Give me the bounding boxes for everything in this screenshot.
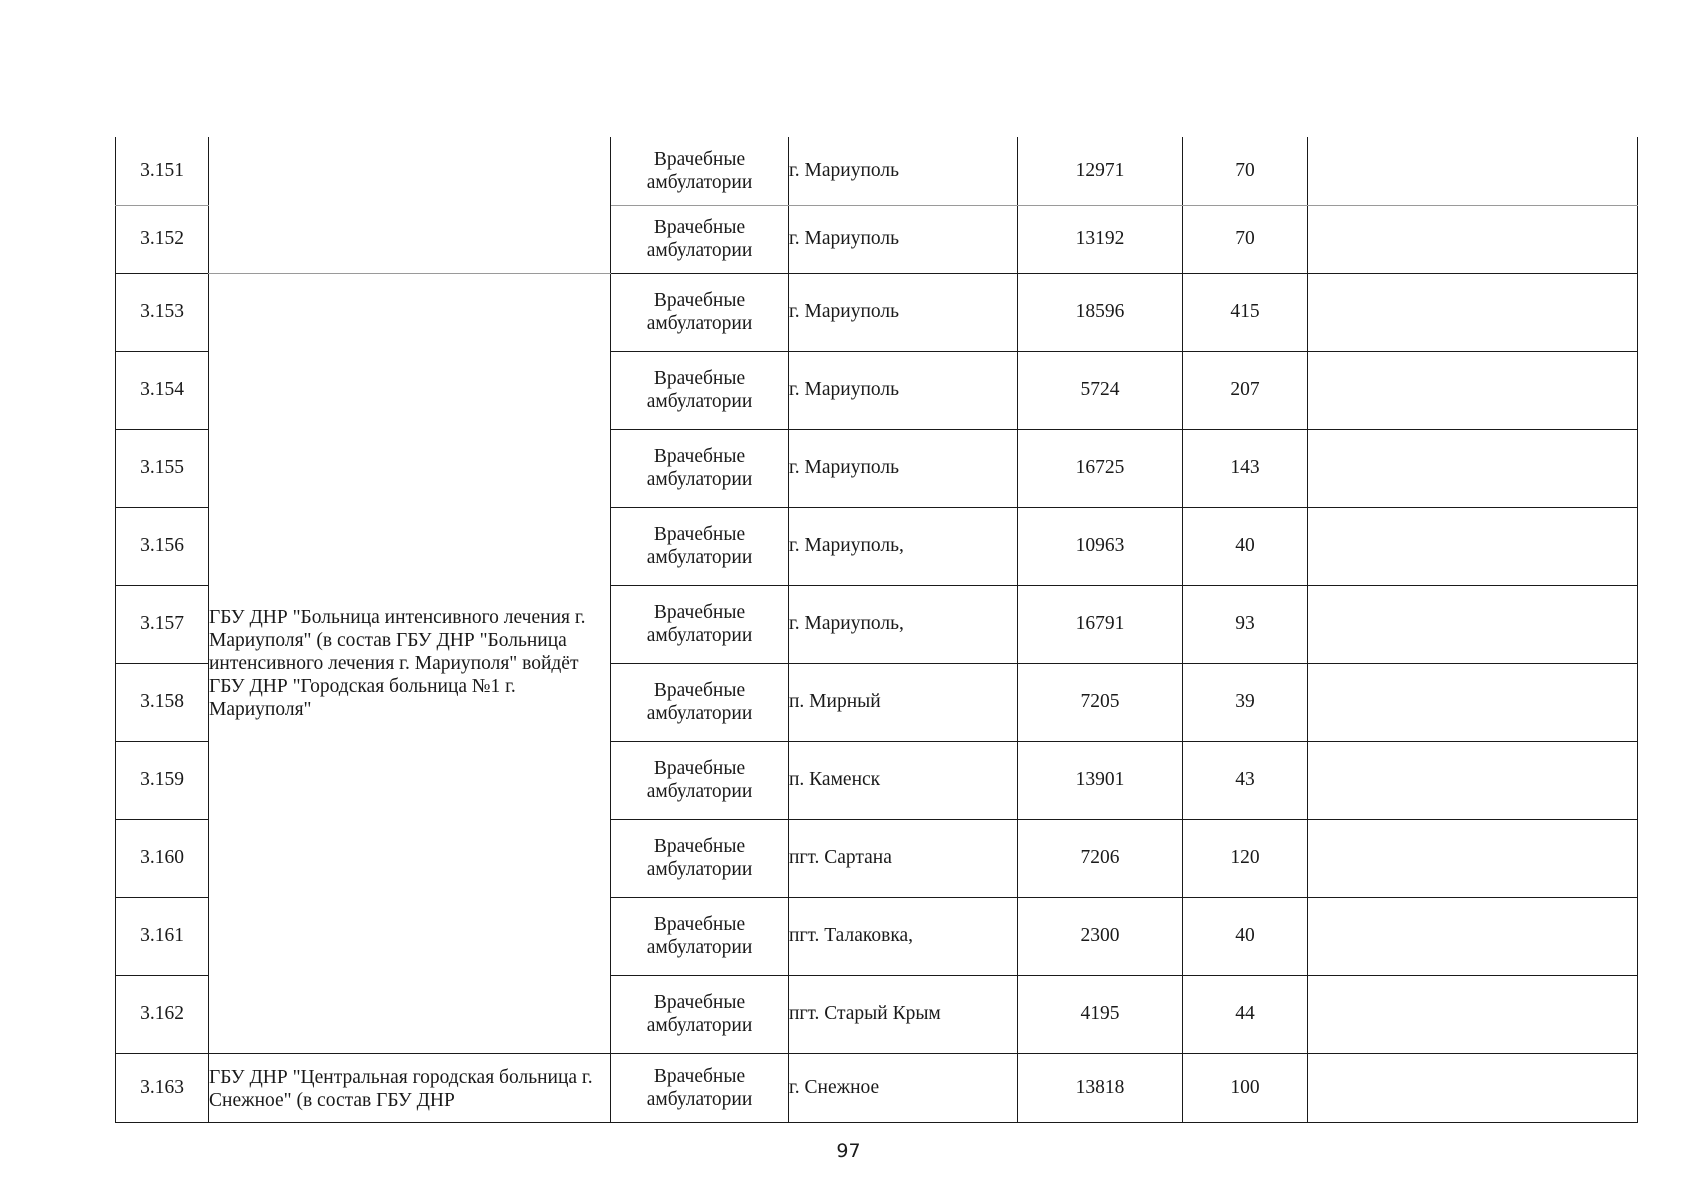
- row-number: 3.155: [116, 429, 209, 507]
- row-number: 3.157: [116, 585, 209, 663]
- locality: п. Каменск: [789, 741, 1018, 819]
- locality: г. Мариуполь: [789, 429, 1018, 507]
- note-cell: [1308, 585, 1638, 663]
- row-number: 3.153: [116, 273, 209, 351]
- locality: г. Снежное: [789, 1053, 1018, 1122]
- facility-type: Врачебные амбулатории: [611, 351, 789, 429]
- table-row: [116, 137, 1638, 205]
- capacity-value: 120: [1183, 819, 1308, 897]
- capacity-value: 100: [1183, 1053, 1308, 1122]
- note-cell: [1308, 273, 1638, 351]
- capacity-value: 39: [1183, 663, 1308, 741]
- population-count: 10963: [1018, 507, 1183, 585]
- locality: г. Мариуполь,: [789, 585, 1018, 663]
- population-count: 16725: [1018, 429, 1183, 507]
- capacity-value: 43: [1183, 741, 1308, 819]
- population-count: 16791: [1018, 585, 1183, 663]
- row-number: 3.158: [116, 663, 209, 741]
- organization-cell-prev: [209, 137, 611, 273]
- capacity-value: 70: [1183, 205, 1308, 273]
- population-count: 7205: [1018, 663, 1183, 741]
- facility-type: Врачебные амбулатории: [611, 273, 789, 351]
- capacity-value: 70: [1183, 137, 1308, 205]
- facility-type: Врачебные амбулатории: [611, 663, 789, 741]
- row-number: 3.156: [116, 507, 209, 585]
- facility-type: Врачебные амбулатории: [611, 507, 789, 585]
- locality: г. Мариуполь,: [789, 507, 1018, 585]
- capacity-value: 40: [1183, 897, 1308, 975]
- organization-name: ГБУ ДНР "Центральная городская больница г. Снежное" (в состав ГБУ ДНР: [209, 1053, 611, 1122]
- row-number: 3.154: [116, 351, 209, 429]
- facility-type: Врачебные амбулатории: [611, 741, 789, 819]
- table-row: [116, 1053, 1638, 1122]
- locality: г. Мариуполь: [789, 137, 1018, 205]
- population-count: 13901: [1018, 741, 1183, 819]
- capacity-value: 143: [1183, 429, 1308, 507]
- locality: г. Мариуполь: [789, 351, 1018, 429]
- locality: г. Мариуполь: [789, 273, 1018, 351]
- locality: пгт. Талаковка,: [789, 897, 1018, 975]
- population-count: 5724: [1018, 351, 1183, 429]
- note-cell: [1308, 429, 1638, 507]
- row-number: 3.152: [116, 205, 209, 273]
- row-number: 3.151: [116, 137, 209, 205]
- capacity-value: 207: [1183, 351, 1308, 429]
- facility-type: Врачебные амбулатории: [611, 205, 789, 273]
- capacity-value: 415: [1183, 273, 1308, 351]
- note-cell: [1308, 663, 1638, 741]
- row-number: 3.161: [116, 897, 209, 975]
- locality: пгт. Старый Крым: [789, 975, 1018, 1053]
- capacity-value: 44: [1183, 975, 1308, 1053]
- population-count: 18596: [1018, 273, 1183, 351]
- note-cell: [1308, 205, 1638, 273]
- page-number: 97: [836, 1140, 861, 1162]
- row-number: 3.163: [116, 1053, 209, 1122]
- facility-type: Врачебные амбулатории: [611, 429, 789, 507]
- organization-name: ГБУ ДНР "Больница интенсивного лечения г. Мариуполя" (в состав ГБУ ДНР "Больница интенсивного лечения г. Мариуполя" войдёт ГБУ ДНР "Городская больница №1 г. Мариуполя": [209, 273, 611, 1053]
- facility-type: Врачебные амбулатории: [611, 585, 789, 663]
- facilities-table: [115, 137, 1638, 1123]
- facility-type: Врачебные амбулатории: [611, 975, 789, 1053]
- population-count: 12971: [1018, 137, 1183, 205]
- locality: г. Мариуполь: [789, 205, 1018, 273]
- note-cell: [1308, 137, 1638, 205]
- note-cell: [1308, 819, 1638, 897]
- facility-type: Врачебные амбулатории: [611, 897, 789, 975]
- capacity-value: 93: [1183, 585, 1308, 663]
- row-number: 3.159: [116, 741, 209, 819]
- facility-type: Врачебные амбулатории: [611, 1053, 789, 1122]
- population-count: 13818: [1018, 1053, 1183, 1122]
- locality: п. Мирный: [789, 663, 1018, 741]
- population-count: 7206: [1018, 819, 1183, 897]
- note-cell: [1308, 897, 1638, 975]
- facility-type: Врачебные амбулатории: [611, 137, 789, 205]
- facility-type: Врачебные амбулатории: [611, 819, 789, 897]
- capacity-value: 40: [1183, 507, 1308, 585]
- note-cell: [1308, 351, 1638, 429]
- row-number: 3.162: [116, 975, 209, 1053]
- note-cell: [1308, 975, 1638, 1053]
- locality: пгт. Сартана: [789, 819, 1018, 897]
- note-cell: [1308, 1053, 1638, 1122]
- population-count: 2300: [1018, 897, 1183, 975]
- table-row: [116, 273, 1638, 351]
- row-number: 3.160: [116, 819, 209, 897]
- note-cell: [1308, 507, 1638, 585]
- note-cell: [1308, 741, 1638, 819]
- population-count: 4195: [1018, 975, 1183, 1053]
- population-count: 13192: [1018, 205, 1183, 273]
